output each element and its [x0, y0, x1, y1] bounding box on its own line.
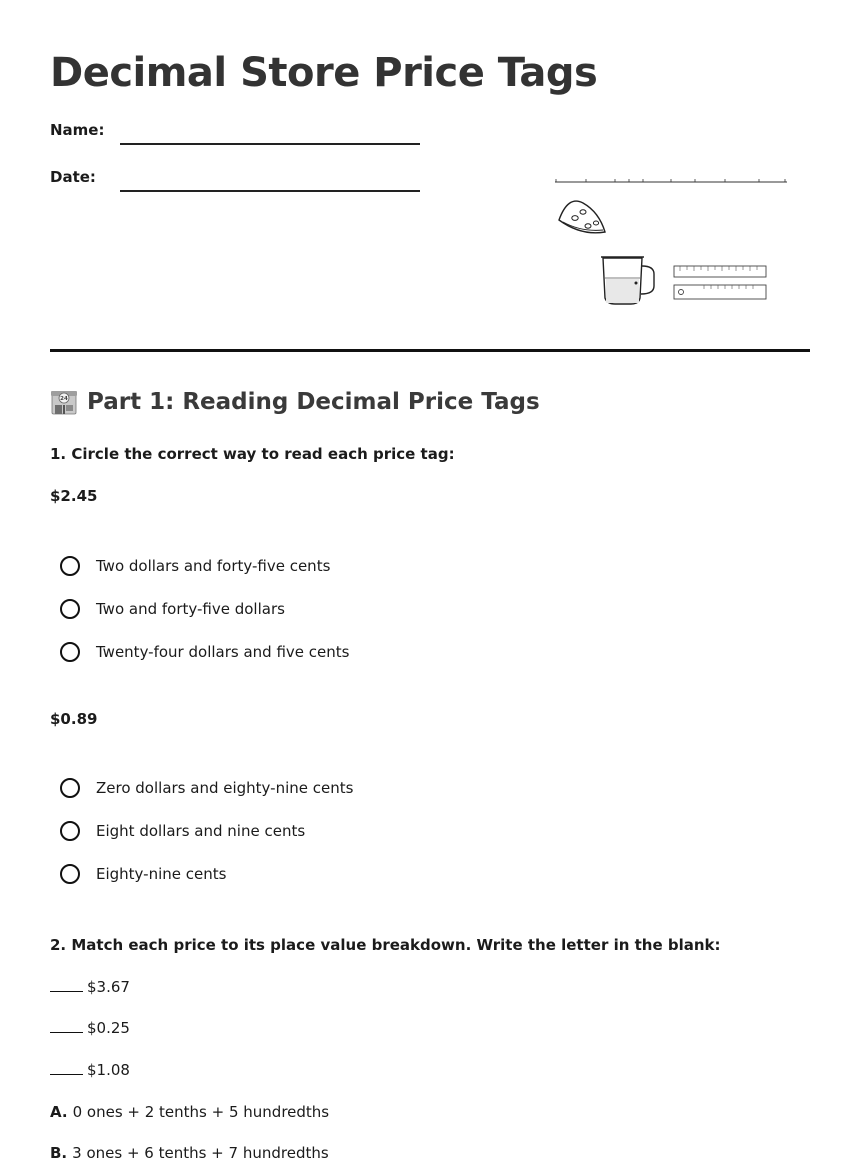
answer-option-b: [50, 1144, 329, 1161]
ruler-icon: [674, 266, 766, 299]
answer-letter: B.: [50, 1144, 68, 1161]
match-price: $1.08: [87, 1061, 130, 1079]
radio-circle[interactable]: [60, 778, 80, 798]
svg-text:24: 24: [60, 396, 68, 402]
option-1a[interactable]: [60, 554, 330, 578]
match-price: $0.25: [87, 1019, 130, 1037]
section-title-text: Part 1: Reading Decimal Price Tags: [87, 389, 540, 415]
price-tag-2: $0.89: [50, 710, 98, 728]
date-label: Date:: [50, 168, 96, 186]
answer-blank[interactable]: [50, 1074, 83, 1075]
question-1-prompt: 1. Circle the correct way to read each price tag:: [50, 445, 455, 463]
option-1b[interactable]: [60, 597, 285, 621]
answer-blank[interactable]: [50, 991, 83, 992]
option-label: Two and forty-five dollars: [96, 600, 285, 618]
answer-letter: A.: [50, 1103, 68, 1121]
option-2b[interactable]: [60, 819, 305, 843]
page-title: Decimal Store Price Tags: [50, 50, 598, 96]
option-label: Two dollars and forty-five cents: [96, 557, 331, 575]
radio-circle[interactable]: [60, 556, 80, 576]
answer-option-a: [50, 1103, 329, 1121]
match-row: [50, 1061, 130, 1079]
option-label: Eighty-nine cents: [96, 865, 227, 883]
section-divider: [50, 349, 810, 352]
option-label: Eight dollars and nine cents: [96, 822, 306, 840]
radio-circle[interactable]: [60, 599, 80, 619]
number-line-icon: [555, 179, 787, 182]
question-2-prompt: 2. Match each price to its place value breakdown. Write the letter in the blank:: [50, 936, 721, 954]
name-field[interactable]: [120, 143, 420, 145]
radio-circle[interactable]: [60, 642, 80, 662]
radio-circle[interactable]: [60, 864, 80, 884]
measurement-illustration: [553, 170, 793, 315]
answer-text: 0 ones + 2 tenths + 5 hundredths: [72, 1103, 330, 1121]
option-1c[interactable]: [60, 640, 349, 664]
date-field[interactable]: [120, 190, 420, 192]
answer-text: 3 ones + 6 tenths + 7 hundredths: [72, 1144, 329, 1161]
match-price: $3.67: [87, 978, 130, 996]
radio-circle[interactable]: [60, 821, 80, 841]
price-tag-1: $2.45: [50, 487, 98, 505]
option-2a[interactable]: [60, 776, 353, 800]
measuring-jug-icon: [601, 257, 654, 304]
option-2c[interactable]: [60, 862, 226, 886]
section-heading: [50, 388, 540, 416]
convenience-store-icon: [50, 388, 78, 416]
answer-blank[interactable]: [50, 1032, 83, 1033]
option-label: Zero dollars and eighty-nine cents: [96, 779, 354, 797]
watermelon-icon: [559, 201, 605, 233]
option-label: Twenty-four dollars and five cents: [96, 643, 350, 661]
match-row: [50, 1019, 130, 1037]
match-row: [50, 978, 130, 996]
name-label: Name:: [50, 121, 105, 139]
